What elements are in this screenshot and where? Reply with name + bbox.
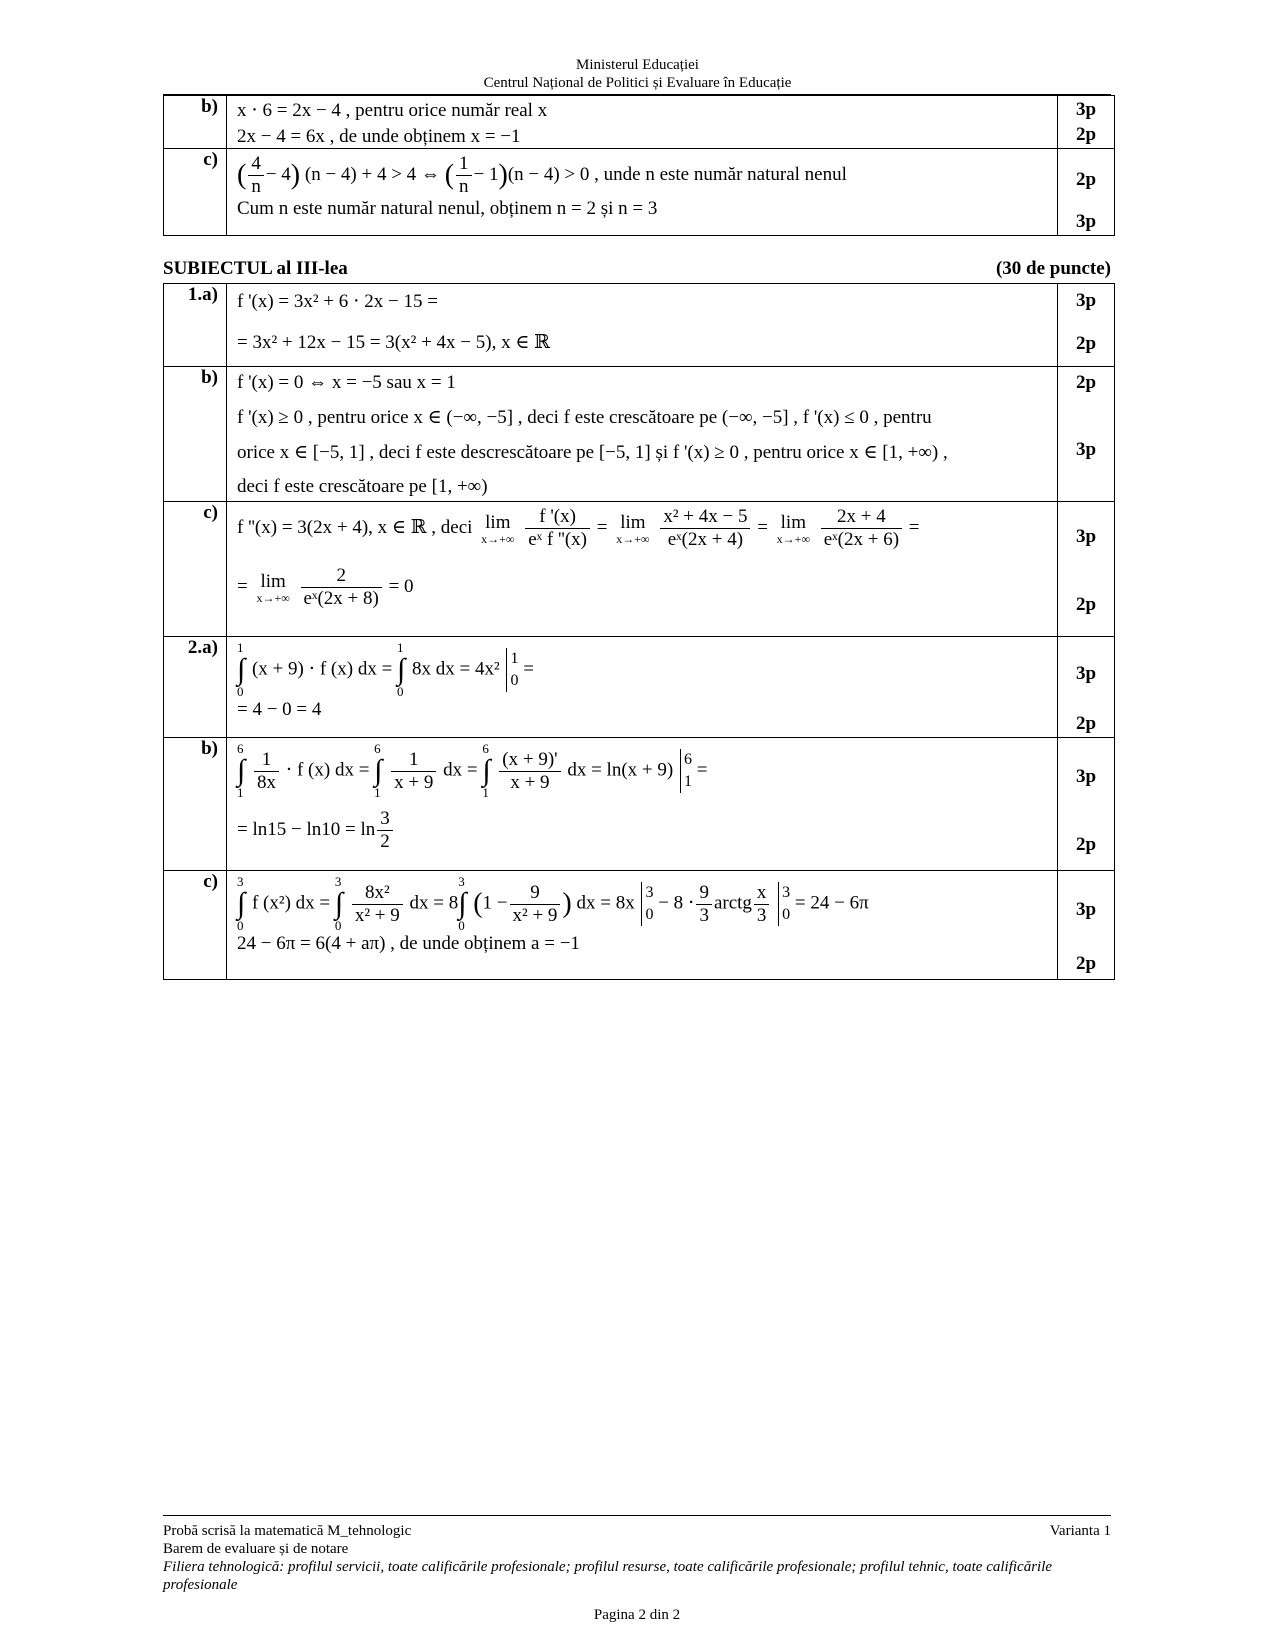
solution-line: = lim x→+∞ $\frac{2}{\text{eˣ(2x + 8)}}$ = 0 [237,565,414,609]
table-row [164,738,1115,871]
limit: lim x→+∞ [481,511,515,546]
solution-line: = 3x² + 12x − 15 = 3(x² + 4x − 5), x ∈ ℝ [237,332,550,353]
item-label: b) [164,738,227,871]
item-label: 2.a) [164,637,227,738]
evaluation-bar: 3 0 [641,882,653,926]
table-row [164,149,1115,236]
table-row [164,871,1115,980]
table-row [164,367,1115,502]
item-body [227,871,1058,980]
solution-line: 6 ∫ 1 $\frac{1}{8x}$ ⋅ f (x) dx = 6 ∫ 1 $\frac{1}{x + 9}$ dx = 6 ∫ 1 $\frac{(x + 9)'}{x + 9}$ dx = ln(x + 9) 6 1 = [237,741,708,800]
item-body [227,637,1058,738]
points-value: 2p [1075,713,1097,734]
points-value: 2p [1075,372,1097,393]
points-value: 3p [1075,899,1097,920]
limit: lim x→+∞ [616,511,650,546]
ministry-name: Ministerul Educației [576,57,699,73]
section-title: SUBIECTUL al III-lea [163,258,348,279]
integral-sign: 3 ∫ 0 [334,874,344,933]
points-value: 3p [1075,211,1097,232]
points-cell [1058,284,1115,367]
fraction: $\frac{1}{n}$ [456,153,472,198]
evaluation-bar: 1 0 [506,648,518,692]
item-body [227,738,1058,871]
solution-line: deci f este crescătoare pe [1, +∞) [237,476,488,497]
table-row [164,637,1115,738]
solution-line: orice x ∈ [−5, 1] , deci f este descrescătoare pe [−5, 1] și f '(x) ≥ 0 , pentru orice x ∈ [1, +∞) , [237,442,948,463]
solution-line: 3 ∫ 0 f (x²) dx = 3 ∫ 0 $\frac{\text{8x²}}{\text{x² + 9}}$ dx = 8 3 ∫ 0 (1 − $\frac{9}{\text{x² + 9}}$ ) dx = 8x 3 0 − 8 ⋅ $\frac{9}{3}$ arctg $\frac{x}{3}$ 3 0 = 24 − 6π [237,874,869,933]
item-label: c) [164,502,227,637]
section-points: (30 de puncte) [995,258,1111,279]
integral-sign: 3 ∫ 0 [237,874,246,933]
fraction: $\frac{1}{x + 9}$ [391,749,436,794]
item-body [227,96,1058,149]
section-heading [163,258,1111,280]
points-cell [1058,637,1115,738]
solution-line: 24 − 6π = 6(4 + aπ) , de unde obținem a = −1 [237,933,580,954]
solution-line: f '(x) = 3x² + 6 ⋅ 2x − 15 = [237,291,438,312]
item-body [227,149,1058,236]
item-label: c) [164,149,227,236]
page-footer [163,1515,1111,1624]
solution-line: = ln15 − ln10 = ln $\frac{3}{2}$ [227,800,1057,853]
solution-line: f '(x) ≥ 0 , pentru orice x ∈ (−∞, −5] , deci f este crescătoare pe (−∞, −5] , f '(x) ≤ 0 , pentru [237,407,932,428]
item-body [227,367,1058,502]
points-value: 3p [1075,99,1097,120]
points-value: 3p [1075,290,1097,311]
points-cell [1058,96,1115,149]
points-value: 3p [1075,663,1097,684]
fraction: $\frac{2x + 4}{\text{eˣ(2x + 6)}}$ [821,506,902,551]
fraction: $\frac{\text{8x²}}{\text{x² + 9}}$ [352,882,403,927]
integral-sign: 3 ∫ 0 [458,874,467,933]
limit: lim x→+∞ [256,570,290,605]
footer-rule [163,1515,1111,1516]
points-cell [1058,367,1115,502]
item-body [227,284,1058,367]
paren: ( [237,159,247,191]
top-table [163,95,1115,236]
page-header [0,56,1275,92]
points-value: 2p [1075,953,1097,974]
points-value: 2p [1075,124,1097,145]
subject3-table [163,283,1115,980]
solution-line: x ⋅ 6 = 2x − 4 , pentru orice număr real x [237,100,548,121]
solution-line: 1 ∫ 0 (x + 9) ⋅ f (x) dx = 1 ∫ 0 8x dx = 4x² 1 0 = [237,640,534,699]
fraction: $\frac{3}{2}$ [377,808,393,853]
table-row [164,284,1115,367]
points-cell [1058,738,1115,871]
fraction: $\frac{f '(x)}{\text{eˣ f ''(x)}}$ [525,506,590,551]
points-value: 2p [1075,594,1097,615]
points-cell [1058,871,1115,980]
evaluation-bar: 6 1 [680,749,692,793]
fraction: $\frac{2}{\text{eˣ(2x + 8)}}$ [301,565,382,610]
solution-line: 2x − 4 = 6x , de unde obținem x = −1 [237,126,521,147]
integral-sign: 6 ∫ 1 [482,741,491,800]
barem-title: Barem de evaluare și de notare [163,1541,349,1557]
item-label: 1.a) [164,284,227,367]
points-value: 2p [1075,169,1097,190]
fraction: $\frac{9}{\text{x² + 9}}$ [510,882,561,927]
limit: lim x→+∞ [776,511,810,546]
filiera-text: Filiera tehnologică: profilul servicii, toate calificările profesionale; profilul resurse, toate calificările profesionale; profilul tehnic, toate calificările profesionale [163,1559,1053,1593]
exam-title: Probă scrisă la matematică M_tehnologic [163,1523,412,1539]
points-value: 3p [1075,766,1097,787]
center-name: Centrul Național de Politici și Evaluare în Educație [483,75,792,91]
solution-line: = 4 − 0 = 4 [237,699,322,720]
points-value: 3p [1075,526,1097,547]
solution-line: Cum n este număr natural nenul, obținem n = 2 și n = 3 [237,198,658,219]
page-number: Pagina 2 din 2 [593,1607,681,1623]
points-value: 2p [1075,333,1097,354]
fraction: $\frac{4}{n}$ [248,153,264,198]
integral-sign: 1 ∫ 0 [237,640,246,699]
variant-label: Varianta 1 [1049,1523,1111,1539]
item-body [227,502,1058,637]
fraction: $\frac{x}{3}$ [754,882,770,927]
fraction: $\frac{1}{8x}$ [254,749,279,794]
table-row [164,502,1115,637]
solution-line: ( $\frac{4}{n}$ − 4) (n − 4) + 4 > 4 ⇔ ( $\frac{1}{n}$ − 1)(n − 4) > 0 , unde n este număr natural nenul [237,153,847,197]
points-cell [1058,502,1115,637]
points-value: 2p [1075,834,1097,855]
solution-line: f ''(x) = 3(2x + 4), x ∈ ℝ , deci lim x→+∞ $\frac{f '(x)}{\text{eˣ f ''(x)}}$ = lim x→+∞ $\frac{\text{x² + 4x − 5}}{\text{eˣ(2x + 4)}}$ = lim x→+∞ $\frac{2x + 4}{\text{eˣ(2x + 6)}}$ = [237,506,920,550]
item-label: b) [164,96,227,149]
solution-line: f '(x) = 0 ⇔ x = −5 sau x = 1 [237,372,456,393]
integral-sign: 1 ∫ 0 [397,640,406,699]
item-label: c) [164,871,227,980]
points-cell [1058,149,1115,236]
fraction: $\frac{\text{x² + 4x − 5}}{\text{eˣ(2x + 4)}}$ [660,506,750,551]
integral-sign: 6 ∫ 1 [374,741,383,800]
integral-sign: 6 ∫ 1 [237,741,246,800]
evaluation-bar: 3 0 [778,882,790,926]
points-value: 3p [1075,439,1097,460]
table-row [164,96,1115,149]
fraction: $\frac{9}{3}$ [696,882,712,927]
item-label: b) [164,367,227,502]
fraction: $\frac{(x + 9)'}{x + 9}$ [499,749,560,794]
